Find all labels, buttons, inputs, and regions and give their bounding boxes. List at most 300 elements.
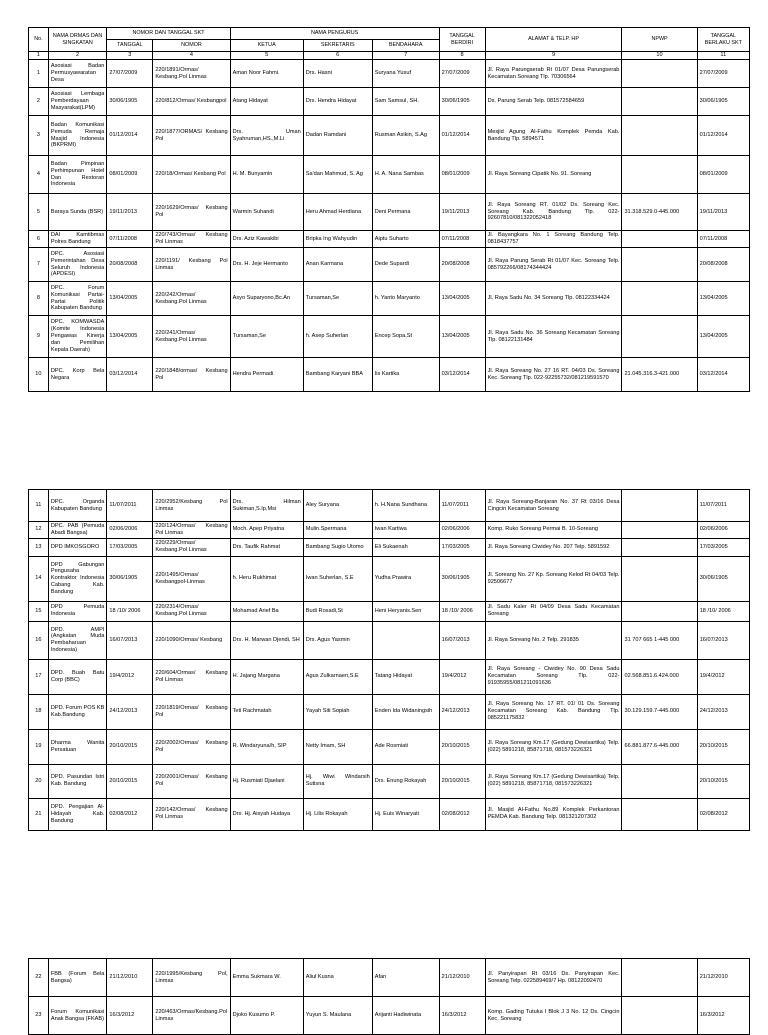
cell-nomor-skt: 220/604/Ormas/ Kesbang Pol Linmas xyxy=(153,659,230,694)
cell-alamat: Jl. Raya Soreang Ciwidey No. 207 Telp. 5891592 xyxy=(485,538,622,556)
cell-nomor-skt: 220/2002/Ormas/ Kesbang Pol xyxy=(153,729,230,764)
cell-sekretaris: Tursaman,Se xyxy=(303,282,372,316)
cell-nama-ormas: Badan Komunikasi Pemuda Remaja Masjid Indonesia (BKPRMI) xyxy=(48,116,107,156)
cell-no: 21 xyxy=(29,798,49,830)
cell-no: 22 xyxy=(29,959,49,997)
table-row xyxy=(29,694,750,729)
cell-bendahara: h. Yanto Maryanto xyxy=(372,282,439,316)
cell-tanggal-berlaku: 02/06/2006 xyxy=(697,522,749,539)
cell-npwp xyxy=(622,601,697,621)
header-tanggal-berlaku: TANGGAL BERLAKU SKT xyxy=(697,28,749,52)
table-row xyxy=(29,959,750,997)
cell-alamat: Jl. Raya Parungserab Rt 01/07 Desa Parungserab Kecamatan Soreang Tlp. 70306564 xyxy=(485,60,622,88)
cell-alamat: Jl. Raya Soreang Km.17 (Gedung Dewisartika) Telp. (022) 5891218, 85871718, 081573226321 xyxy=(485,729,622,764)
cell-ketua: Djoko Kusumo P. xyxy=(230,997,303,1035)
cell-tanggal-berdiri: 30/06/1905 xyxy=(439,88,485,116)
cell-no: 3 xyxy=(29,116,49,156)
cell-tanggal-berdiri: 20/10/2015 xyxy=(439,729,485,764)
cell-nomor-skt: 220/463/Ormas/Kesbang.Pol Linmas xyxy=(153,997,230,1035)
cell-tanggal-berlaku: 17/03/2005 xyxy=(697,538,749,556)
cell-npwp xyxy=(622,490,697,522)
cell-nomor-skt: 220/18/Ormas/ Kesbang Pol xyxy=(153,156,230,194)
cell-tanggal-berlaku: 03/12/2014 xyxy=(697,358,749,392)
cell-no: 17 xyxy=(29,659,49,694)
cell-alamat: Jl. Raya Parung Serab Rt 01/07 Kec. Soreang Telp. 085792266/08174344424 xyxy=(485,248,622,282)
cell-tanggal-berlaku: 07/11/2008 xyxy=(697,231,749,248)
cell-nama-ormas: DPC. Organda Kabupaten Bandung xyxy=(48,490,107,522)
cell-no: 13 xyxy=(29,538,49,556)
cell-no: 15 xyxy=(29,601,49,621)
cell-alamat: Jl. Raya Sadu No. 34 Soreang Tlp. 08122334424 xyxy=(485,282,622,316)
cell-bendahara: Yudha Prawira xyxy=(372,556,439,601)
cell-ketua: Drs. Uman Syahruman,HS.,M.Li xyxy=(230,116,303,156)
cell-no: 16 xyxy=(29,621,49,659)
cell-nama-ormas: DPC. KOMWASDA (Komite Indonesia Pengawas Kinerja dan Pemilihan Kepala Daerah) xyxy=(48,316,107,358)
cell-tanggal-berlaku: 21/12/2010 xyxy=(697,959,749,997)
cell-sekretaris: Agus Zulkarnaen,S.E xyxy=(303,659,372,694)
cell-tanggal-skt: 17/03/2005 xyxy=(107,538,153,556)
cell-alamat: Mesjid Agung Al-Fathu Komplek Pemda Kab. Bandung Tlp. 5894571 xyxy=(485,116,622,156)
cell-sekretaris: Yayah Siti Sopiah xyxy=(303,694,372,729)
cell-tanggal-skt: 07/11/2008 xyxy=(107,231,153,248)
header-no: No. xyxy=(29,28,49,52)
ormas-table-page-2 xyxy=(28,489,750,831)
cell-nomor-skt: 220/1495/Ormas/ Kesbangpol-Linmas xyxy=(153,556,230,601)
table-row xyxy=(29,659,750,694)
cell-alamat: Ds. Parung Serab Telp. 081572584659 xyxy=(485,88,622,116)
header-bendahara: BENDAHARA xyxy=(372,40,439,52)
cell-alamat: Jl. Raya Soreang-Banjaran No. 37 Rt 03/16 Desa Cingcin Kecamatan Soreang xyxy=(485,490,622,522)
cell-nomor-skt: 220/1848/ormas/ Kesbang Pol xyxy=(153,358,230,392)
cell-tanggal-berlaku: 16/3/2012 xyxy=(697,997,749,1035)
cell-npwp xyxy=(622,538,697,556)
cell-npwp xyxy=(622,997,697,1035)
cell-nomor-skt: 220/743/Ormas/ Kesbang Pol Linmas xyxy=(153,231,230,248)
cell-sekretaris: Budi Rosadi,St xyxy=(303,601,372,621)
cell-tanggal-berlaku: 30/06/1905 xyxy=(697,88,749,116)
cell-bendahara: Ade Rosmiati xyxy=(372,729,439,764)
cell-alamat: Jl. Sadu Kaler Rt 04/09 Desa Sadu Kecamatan Soreang xyxy=(485,601,622,621)
table-row xyxy=(29,194,750,231)
table-row xyxy=(29,116,750,156)
cell-sekretaris: Sa'dan Mahmud, S. Ag xyxy=(303,156,372,194)
cell-sekretaris: Anan Karmana xyxy=(303,248,372,282)
cell-no: 12 xyxy=(29,522,49,539)
cell-tanggal-skt: 20/10/2015 xyxy=(107,729,153,764)
cell-tanggal-berdiri: 16/3/2012 xyxy=(439,997,485,1035)
table-row xyxy=(29,798,750,830)
cell-nomor-skt: 220/1191/ Kesbang Pol Linmas xyxy=(153,248,230,282)
header-npwp: NPWP xyxy=(622,28,697,52)
cell-tanggal-skt: 13/04/2005 xyxy=(107,282,153,316)
cell-npwp xyxy=(622,156,697,194)
cell-bendahara: Iis Kartika xyxy=(372,358,439,392)
cell-tanggal-berdiri: 17/03/2005 xyxy=(439,538,485,556)
header-nama-ormas: NAMA ORMAS DAN SINGKATAN xyxy=(48,28,107,52)
cell-nomor-skt: 220/142/Ormas/ Kesbang Pol Linmas xyxy=(153,798,230,830)
cell-nama-ormas: Asosiasi Lembaga Pemberdayaan Masyarakat(LPM) xyxy=(48,88,107,116)
cell-alamat: Komp. Ruko Soreang Permai B. 10-Soreang xyxy=(485,522,622,539)
cell-tanggal-berdiri: 21/12/2010 xyxy=(439,959,485,997)
header-nomor-tanggal-skt: NOMOR DAN TANGGAL SKT xyxy=(107,28,230,40)
cell-npwp: 31.318.529.0-445.000 xyxy=(622,194,697,231)
cell-tanggal-berlaku: 30/06/1905 xyxy=(697,556,749,601)
column-number-row xyxy=(29,52,750,60)
cell-alamat: Jl. Raya Soreang - Ciwidey No. 90 Desa Sadu Kecamatan Soreang Tlp. 022-91935955/081211091636 xyxy=(485,659,622,694)
table-row xyxy=(29,522,750,539)
cell-npwp: 31 707 665 1-445 000 xyxy=(622,621,697,659)
cell-no: 6 xyxy=(29,231,49,248)
cell-sekretaris: Drs. Hasni xyxy=(303,60,372,88)
cell-tanggal-berdiri: 01/12/2014 xyxy=(439,116,485,156)
cell-tanggal-berdiri: 19/4/2012 xyxy=(439,659,485,694)
cell-tanggal-berlaku: 11/07/2011 xyxy=(697,490,749,522)
table-row xyxy=(29,538,750,556)
cell-tanggal-skt: 19/11/2013 xyxy=(107,194,153,231)
cell-alamat: Jl. Raya Soreang RT. 01/02 Ds. Soreang Kec. Soreang Kab. Bandung Tlp. 022-92607810/081322052418 xyxy=(485,194,622,231)
cell-ketua: H. Jajang Margana xyxy=(230,659,303,694)
cell-tanggal-skt: 01/12/2014 xyxy=(107,116,153,156)
cell-tanggal-skt: 13/04/2005 xyxy=(107,316,153,358)
cell-bendahara: Iwan Kartiwa xyxy=(372,522,439,539)
cell-no: 10 xyxy=(29,358,49,392)
cell-nama-ormas: DPD IMKOSGORO xyxy=(48,538,107,556)
cell-nomor-skt: 220/1629/Ormas/ Kesbang Pol xyxy=(153,194,230,231)
cell-tanggal-berlaku: 27/07/2009 xyxy=(697,60,749,88)
cell-nomor-skt: 220/2001/Ormas/ Kesbang Pol xyxy=(153,764,230,798)
cell-sekretaris: Hj. Wiwi Windarsih Sutisna xyxy=(303,764,372,798)
cell-npwp xyxy=(622,282,697,316)
cell-ketua: h. Heru Rukhimat xyxy=(230,556,303,601)
cell-tanggal-berlaku: 19/11/2013 xyxy=(697,194,749,231)
cell-npwp xyxy=(622,60,697,88)
cell-sekretaris: Bambang Karyani BBA xyxy=(303,358,372,392)
cell-no: 19 xyxy=(29,729,49,764)
cell-nama-ormas: DPD. Forum POS KB Kab.Bandung xyxy=(48,694,107,729)
cell-bendahara: Deni Permana xyxy=(372,194,439,231)
cell-nama-ormas: DPD. Buah Batu Corp (BBC) xyxy=(48,659,107,694)
cell-tanggal-berlaku: 02/08/2012 xyxy=(697,798,749,830)
cell-tanggal-berlaku: 08/01/2009 xyxy=(697,156,749,194)
cell-ketua: Moch. Apep Priyatna xyxy=(230,522,303,539)
cell-nomor-skt: 220/1819/Ormas/ Kesbang Pol xyxy=(153,694,230,729)
cell-npwp xyxy=(622,316,697,358)
cell-tanggal-skt: 27/07/2009 xyxy=(107,60,153,88)
cell-bendahara: Eli Sukaenah xyxy=(372,538,439,556)
cell-nama-ormas: Baraya Sunda (BSR) xyxy=(48,194,107,231)
cell-ketua: Emma Sukmara W. xyxy=(230,959,303,997)
cell-ketua: Warmin Suhandi xyxy=(230,194,303,231)
cell-tanggal-berdiri: 18 /10/ 2006 xyxy=(439,601,485,621)
cell-bendahara xyxy=(372,621,439,659)
cell-alamat: Jl. Raya Soreang No. 2 Telp. 291835 xyxy=(485,621,622,659)
cell-nomor-skt: 220/1995/Kesbang Pol, Linmas xyxy=(153,959,230,997)
cell-npwp xyxy=(622,231,697,248)
cell-tanggal-berdiri: 20/08/2008 xyxy=(439,248,485,282)
col-number: 4 xyxy=(153,52,230,60)
cell-tanggal-skt: 02/06/2006 xyxy=(107,522,153,539)
cell-ketua: Atang Hidayat xyxy=(230,88,303,116)
cell-nama-ormas: DPC. Asosiasi Pemerintahan Desa Seluruh Indonesia (APDESI) xyxy=(48,248,107,282)
cell-no: 7 xyxy=(29,248,49,282)
cell-sekretaris: Drs. Hendra Hidayat xyxy=(303,88,372,116)
table-row xyxy=(29,282,750,316)
table-row xyxy=(29,490,750,522)
cell-ketua: Drs. H. Marwan Djendi, SH xyxy=(230,621,303,659)
cell-nama-ormas: DPC. Korp Bela Negara xyxy=(48,358,107,392)
cell-alamat: Jl. Panyirapan Rt 03/16 Ds. Panyirapan Kec. Soreang Telp. 022589469/7 Hp. 08122092470 xyxy=(485,959,622,997)
header-tanggal: TANGGAL xyxy=(107,40,153,52)
cell-nama-ormas: DAI Kamtibmas Polres Bandung xyxy=(48,231,107,248)
table-row xyxy=(29,358,750,392)
cell-bendahara: Aiptu Suharto xyxy=(372,231,439,248)
cell-no: 2 xyxy=(29,88,49,116)
cell-ketua: Drs. Hj. Aisyah Hudaya xyxy=(230,798,303,830)
cell-nama-ormas: FBB (Forum Bela Bangsa) xyxy=(48,959,107,997)
cell-tanggal-skt: 11/07/2011 xyxy=(107,490,153,522)
cell-tanggal-berdiri: 03/12/2014 xyxy=(439,358,485,392)
cell-bendahara: Enden Ida Widaningsih xyxy=(372,694,439,729)
cell-npwp: 02.568.851.6.424.000 xyxy=(622,659,697,694)
header-nomor: NOMOR xyxy=(153,40,230,52)
cell-tanggal-berdiri: 02/08/2012 xyxy=(439,798,485,830)
cell-sekretaris: Bripka Ing Wahyudin xyxy=(303,231,372,248)
cell-nama-ormas: DPD Gabungan Pengusaha Kontraktor Indonesia Cabang Kab. Bandung xyxy=(48,556,107,601)
cell-nama-ormas: DPC. Forum Komunikasi Partai-Partai Politik Kabupaten Bandung xyxy=(48,282,107,316)
col-number: 6 xyxy=(303,52,372,60)
cell-bendahara: Dede Supardi xyxy=(372,248,439,282)
col-number: 1 xyxy=(29,52,49,60)
cell-ketua: H. M. Bunyamin xyxy=(230,156,303,194)
cell-tanggal-skt: 20/10/2015 xyxy=(107,764,153,798)
cell-tanggal-berdiri: 08/01/2009 xyxy=(439,156,485,194)
cell-alamat: Komp. Gading Tutuka I Blok J 3 No. 12 Ds. Cingcin Kec. Soreang xyxy=(485,997,622,1035)
cell-tanggal-berdiri: 16/07/2013 xyxy=(439,621,485,659)
cell-bendahara: Heni Heryanis.Sen xyxy=(372,601,439,621)
cell-nomor-skt: 220/1891/Ormas/ Kesbang.Pol Linmas xyxy=(153,60,230,88)
cell-nomor-skt: 220/241/Ormas/ Kesbang.Pol Linmas xyxy=(153,316,230,358)
table-row xyxy=(29,316,750,358)
cell-sekretaris: Aley Suryana xyxy=(303,490,372,522)
cell-tanggal-berlaku: 20/08/2008 xyxy=(697,248,749,282)
cell-tanggal-skt: 19/4/2012 xyxy=(107,659,153,694)
cell-sekretaris: h. Asep Suherlan xyxy=(303,316,372,358)
cell-bendahara: Encep Sopa,St xyxy=(372,316,439,358)
cell-tanggal-skt: 18 /10/ 2006 xyxy=(107,601,153,621)
cell-npwp xyxy=(622,959,697,997)
cell-no: 8 xyxy=(29,282,49,316)
cell-nama-ormas: DPD. Pengajian Al-Hidayah Kab. Bandung xyxy=(48,798,107,830)
cell-no: 20 xyxy=(29,764,49,798)
cell-bendahara: Arijanti Hadiwinata xyxy=(372,997,439,1035)
cell-alamat: Jl. Masjid Al-Fathu No.89 Komplek Perkantoran PEMDA Kab. Bandung Telp. 081321207302 xyxy=(485,798,622,830)
cell-nomor-skt: 220/2952/Kesbang Pol Linmas xyxy=(153,490,230,522)
cell-bendahara: Suryana Yusuf xyxy=(372,60,439,88)
table-row xyxy=(29,248,750,282)
col-number: 7 xyxy=(372,52,439,60)
cell-ketua: Hendra Permadi xyxy=(230,358,303,392)
cell-no: 18 xyxy=(29,694,49,729)
table-row xyxy=(29,764,750,798)
header-nama-pengurus: NAMA PENGURUS xyxy=(230,28,439,40)
cell-sekretaris: Heru Ahmad Herdiana xyxy=(303,194,372,231)
cell-tanggal-skt: 02/08/2012 xyxy=(107,798,153,830)
cell-tanggal-berlaku: 01/12/2014 xyxy=(697,116,749,156)
table-row xyxy=(29,156,750,194)
header-tanggal-berdiri: TANGGAL BERDIRI xyxy=(439,28,485,52)
cell-tanggal-skt: 16/07/2013 xyxy=(107,621,153,659)
table-row xyxy=(29,729,750,764)
cell-bendahara: Drs. Enung Rokayah xyxy=(372,764,439,798)
cell-tanggal-berdiri: 07/11/2008 xyxy=(439,231,485,248)
cell-alamat: Jl. Raya Soreang No. 27 16 RT. 04/03 Ds. Soreang Kec. Soreang Tlp. 022-92255732/081219591570 xyxy=(485,358,622,392)
cell-bendahara: Afan xyxy=(372,959,439,997)
table-row xyxy=(29,88,750,116)
cell-ketua: Drs. Taufik Rahmat xyxy=(230,538,303,556)
cell-tanggal-berdiri: 19/11/2013 xyxy=(439,194,485,231)
cell-bendahara: Hj. Euis Winaryati xyxy=(372,798,439,830)
cell-ketua: Drs. Hilman Sukiman,S.Ip,Msi xyxy=(230,490,303,522)
ormas-table-page-1 xyxy=(28,27,750,392)
cell-bendahara: Rusman Asikin, S.Ag xyxy=(372,116,439,156)
cell-sekretaris: Mulin.Spermana xyxy=(303,522,372,539)
cell-no: 14 xyxy=(29,556,49,601)
table-row xyxy=(29,60,750,88)
cell-tanggal-berlaku: 19/4/2012 xyxy=(697,659,749,694)
cell-alamat: Jl. Raya Soreang Cipatik No. 91. Soreang xyxy=(485,156,622,194)
cell-npwp xyxy=(622,116,697,156)
cell-bendahara: h. H.Nana Sundhana xyxy=(372,490,439,522)
cell-nama-ormas: DPC. PAB (Pemuda Abadi Bangsa) xyxy=(48,522,107,539)
cell-sekretaris: Hj. Lilis Rokayah xyxy=(303,798,372,830)
cell-nomor-skt: 220/1877/ORMAS/ Kesbang Pol xyxy=(153,116,230,156)
cell-npwp: 30.129.159.7-445.000 xyxy=(622,694,697,729)
cell-tanggal-berdiri: 11/07/2011 xyxy=(439,490,485,522)
table-row xyxy=(29,556,750,601)
table-row xyxy=(29,621,750,659)
cell-tanggal-skt: 21/12/2010 xyxy=(107,959,153,997)
cell-tanggal-skt: 24/12/2013 xyxy=(107,694,153,729)
cell-nomor-skt: 220/2314/Ormas/ Kesbang.Pol Linmas xyxy=(153,601,230,621)
cell-tanggal-berlaku: 20/10/2015 xyxy=(697,764,749,798)
cell-nama-ormas: Badan Pimpinan Perhimpunan Hotel Dan Restoran Indonesia xyxy=(48,156,107,194)
cell-no: 1 xyxy=(29,60,49,88)
col-number: 9 xyxy=(485,52,622,60)
cell-bendahara: Sam Samsul, SH. xyxy=(372,88,439,116)
cell-tanggal-berlaku: 13/04/2005 xyxy=(697,282,749,316)
cell-ketua: Asyo Suparyono,Bc.An xyxy=(230,282,303,316)
cell-tanggal-skt: 30/06/1905 xyxy=(107,88,153,116)
cell-sekretaris: Iwan Suherlan, S.E xyxy=(303,556,372,601)
table-row xyxy=(29,231,750,248)
cell-sekretaris: Netty Imam, SH xyxy=(303,729,372,764)
cell-sekretaris: Aliul Kusna xyxy=(303,959,372,997)
cell-nomor-skt: 220/242/Ormas/ Kesbang.Pol Linmas xyxy=(153,282,230,316)
cell-ketua: Drs. H. Jeje Hermanto xyxy=(230,248,303,282)
header-sekretaris: SEKRETARIS xyxy=(303,40,372,52)
cell-npwp: 66.881.877.6-445.000 xyxy=(622,729,697,764)
cell-ketua: Hj. Rusmiati Djaelani xyxy=(230,764,303,798)
cell-nama-ormas: Asosiasi Badan Permusyawaratan Desa xyxy=(48,60,107,88)
cell-tanggal-berlaku: 16/07/2013 xyxy=(697,621,749,659)
cell-nomor-skt: 220/812/Ormas/ Kesbangpol xyxy=(153,88,230,116)
cell-nama-ormas: Forum Komunikasi Anak Bangsa (FKAB) xyxy=(48,997,107,1035)
cell-npwp: 21.045.316.3-421.000 xyxy=(622,358,697,392)
cell-sekretaris: Yuyun S. Maulana xyxy=(303,997,372,1035)
cell-alamat: Jl. Soreang No. 27 Kp. Soreang Kelod Rt 04/03 Telp. 92506677 xyxy=(485,556,622,601)
cell-tanggal-berdiri: 13/04/2005 xyxy=(439,316,485,358)
cell-npwp xyxy=(622,764,697,798)
cell-tanggal-berlaku: 13/04/2005 xyxy=(697,316,749,358)
cell-tanggal-skt: 16/3/2012 xyxy=(107,997,153,1035)
cell-tanggal-berdiri: 27/07/2009 xyxy=(439,60,485,88)
cell-no: 11 xyxy=(29,490,49,522)
header-ketua: KETUA xyxy=(230,40,303,52)
cell-nama-ormas: DPD. AMPI (Angkatan Muda Pembaharuan Indonesia) xyxy=(48,621,107,659)
cell-tanggal-berdiri: 20/10/2015 xyxy=(439,764,485,798)
cell-npwp xyxy=(622,88,697,116)
cell-tanggal-berdiri: 24/12/2013 xyxy=(439,694,485,729)
cell-no: 4 xyxy=(29,156,49,194)
cell-alamat: Jl. Raya Soreang No. 17 RT. 01/ 01 Ds. Soreang Kecamatan Soreang Kab. Bandung Tlp. 085221175832 xyxy=(485,694,622,729)
cell-nomor-skt: 220/1090/Ormas/ Kesbang xyxy=(153,621,230,659)
cell-tanggal-skt: 20/08/2008 xyxy=(107,248,153,282)
cell-sekretaris: Bambang Sugio Utomo xyxy=(303,538,372,556)
cell-nama-ormas: Dharma Wanita Persatuan xyxy=(48,729,107,764)
cell-tanggal-berlaku: 24/12/2013 xyxy=(697,694,749,729)
cell-npwp xyxy=(622,798,697,830)
col-number: 2 xyxy=(48,52,107,60)
cell-ketua: Tursaman,Se xyxy=(230,316,303,358)
cell-alamat: Jl. Raya Sadu No. 36 Soreang Kecamatan Soreang Tlp. 08122131484 xyxy=(485,316,622,358)
cell-ketua: Teti Rachmatah xyxy=(230,694,303,729)
col-number: 5 xyxy=(230,52,303,60)
cell-npwp xyxy=(622,522,697,539)
col-number: 3 xyxy=(107,52,153,60)
cell-sekretaris: Drs. Agus Yasmin xyxy=(303,621,372,659)
cell-tanggal-skt: 03/12/2014 xyxy=(107,358,153,392)
cell-alamat: Jl. Raya Soreang Km.17 (Gedung Dewisartika) Telp. (022) 5891218, 85871718, 081573226321 xyxy=(485,764,622,798)
cell-bendahara: Tatang Hidayat xyxy=(372,659,439,694)
cell-tanggal-berdiri: 02/06/2006 xyxy=(439,522,485,539)
cell-tanggal-berlaku: 20/10/2015 xyxy=(697,729,749,764)
cell-no: 9 xyxy=(29,316,49,358)
cell-sekretaris: Dadan Ramdani xyxy=(303,116,372,156)
cell-nama-ormas: DPD. Pasundan Istri Kab. Bandung xyxy=(48,764,107,798)
cell-tanggal-berlaku: 18 /10/ 2006 xyxy=(697,601,749,621)
cell-alamat: Jl. Bayangkara No. 1 Soreang Bandung Telp. 0818437757 xyxy=(485,231,622,248)
cell-ketua: Mohamad Arief Ba xyxy=(230,601,303,621)
cell-no: 5 xyxy=(29,194,49,231)
cell-tanggal-skt: 08/01/2009 xyxy=(107,156,153,194)
cell-tanggal-berdiri: 13/04/2005 xyxy=(439,282,485,316)
cell-ketua: Aman Noor Fahmi. xyxy=(230,60,303,88)
ormas-table-page-3 xyxy=(28,958,750,1035)
cell-ketua: R. Windaryuna/h, SIP xyxy=(230,729,303,764)
cell-tanggal-berdiri: 30/06/1905 xyxy=(439,556,485,601)
cell-bendahara: H. A. Nana Sambas xyxy=(372,156,439,194)
cell-no: 23 xyxy=(29,997,49,1035)
cell-ketua: Drs. Aziz Kawakibi xyxy=(230,231,303,248)
cell-npwp xyxy=(622,556,697,601)
cell-npwp xyxy=(622,248,697,282)
table-row xyxy=(29,601,750,621)
cell-tanggal-skt: 30/06/1905 xyxy=(107,556,153,601)
col-number: 11 xyxy=(697,52,749,60)
col-number: 10 xyxy=(622,52,697,60)
cell-nama-ormas: DPD Pemuda Indonesia xyxy=(48,601,107,621)
cell-nomor-skt: 220/229/Ormas/ Kesbang.Pol Linmas xyxy=(153,538,230,556)
